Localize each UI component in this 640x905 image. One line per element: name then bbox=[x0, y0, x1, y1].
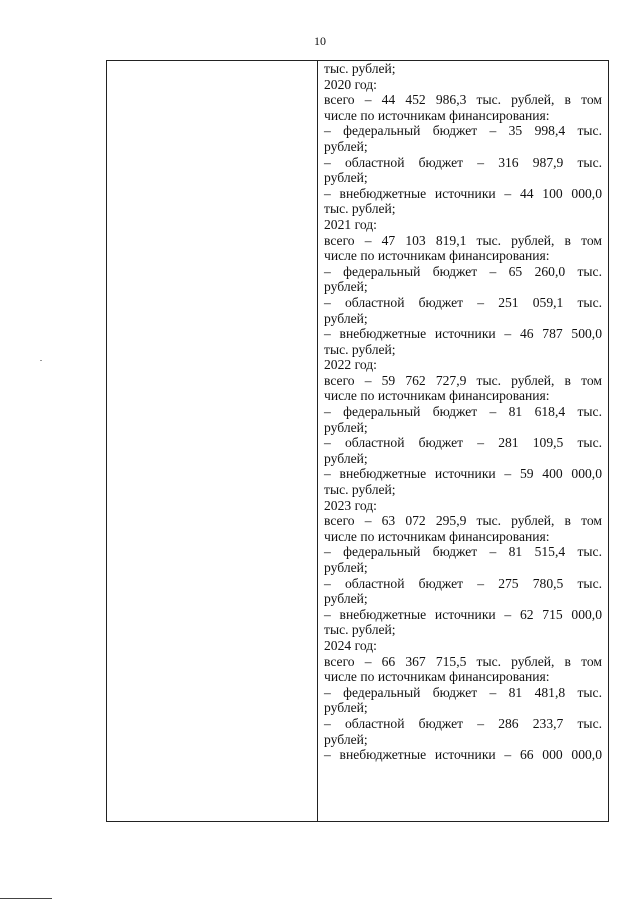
text-line: – областной бюджет – 281 109,5 тыс. bbox=[324, 435, 602, 451]
text-line: числе по источникам финансирования: bbox=[324, 388, 550, 404]
text-line: всего – 59 762 727,9 тыс. рублей, в том bbox=[324, 372, 602, 388]
text-line: тыс. рублей; bbox=[324, 61, 396, 76]
text-line: – внебюджетные источники – 46 787 500,0 bbox=[324, 326, 602, 342]
text-line: рублей; bbox=[324, 170, 368, 186]
text-line: всего – 66 367 715,5 тыс. рублей, в том bbox=[324, 653, 602, 669]
text-line: тыс. рублей; bbox=[324, 622, 396, 638]
text-line: рублей; bbox=[324, 138, 368, 154]
table-right-cell bbox=[318, 61, 608, 821]
text-line: числе по источникам финансирования: bbox=[324, 669, 550, 685]
text-line: всего – 63 072 295,9 тыс. рублей, в том bbox=[324, 513, 602, 529]
text-line: всего – 44 452 986,3 тыс. рублей, в том bbox=[324, 92, 602, 108]
text-line: тыс. рублей; bbox=[324, 482, 396, 498]
text-line: 2023 год: bbox=[324, 497, 377, 513]
text-line: – внебюджетные источники – 59 400 000,0 bbox=[324, 466, 602, 482]
text-line: 2021 год: bbox=[324, 216, 377, 232]
text-line: тыс. рублей; bbox=[324, 341, 396, 357]
funding-table bbox=[106, 60, 609, 822]
text-line: – федеральный бюджет – 81 481,8 тыс. bbox=[324, 684, 602, 700]
text-line: рублей; bbox=[324, 279, 368, 295]
text-line: рублей; bbox=[324, 591, 368, 607]
text-line: 2022 год: bbox=[324, 357, 377, 373]
text-line: 2020 год: bbox=[324, 76, 377, 92]
text-line: числе по источникам финансирования: bbox=[324, 248, 550, 264]
footnote-rule bbox=[0, 898, 52, 899]
text-line: – федеральный бюджет – 35 998,4 тыс. bbox=[324, 123, 602, 139]
text-line: – областной бюджет – 286 233,7 тыс. bbox=[324, 715, 602, 731]
text-line: рублей; bbox=[324, 419, 368, 435]
text-line: рублей; bbox=[324, 310, 368, 326]
text-line: – внебюджетные источники – 44 100 000,0 bbox=[324, 185, 602, 201]
text-line: – областной бюджет – 275 780,5 тыс. bbox=[324, 575, 602, 591]
text-line: рублей; bbox=[324, 560, 368, 575]
text-line: рублей; bbox=[324, 450, 368, 466]
text-line: – внебюджетные источники – 62 715 000,0 bbox=[324, 606, 602, 622]
scan-speck bbox=[40, 360, 42, 361]
text-line: – федеральный бюджет – 81 515,4 тыс. bbox=[324, 544, 602, 560]
text-line: рублей; bbox=[324, 731, 368, 747]
text-line: 2024 год: bbox=[324, 637, 377, 653]
text-line: числе по источникам финансирования: bbox=[324, 528, 550, 544]
text-line: – федеральный бюджет – 65 260,0 тыс. bbox=[324, 263, 602, 279]
page-number: 10 bbox=[314, 34, 326, 48]
text-line: тыс. рублей; bbox=[324, 201, 396, 217]
text-line: числе по источникам финансирования: bbox=[324, 107, 550, 123]
text-line: рублей; bbox=[324, 700, 368, 716]
text-line: всего – 47 103 819,1 тыс. рублей, в том bbox=[324, 232, 602, 248]
text-line: – внебюджетные источники – 66 000 000,0 bbox=[324, 747, 602, 763]
text-line: – областной бюджет – 251 059,1 тыс. bbox=[324, 294, 602, 310]
table-left-cell bbox=[107, 61, 318, 821]
text-line: – федеральный бюджет – 81 618,4 тыс. bbox=[324, 404, 602, 420]
text-line: – областной бюджет – 316 987,9 тыс. bbox=[324, 154, 602, 170]
